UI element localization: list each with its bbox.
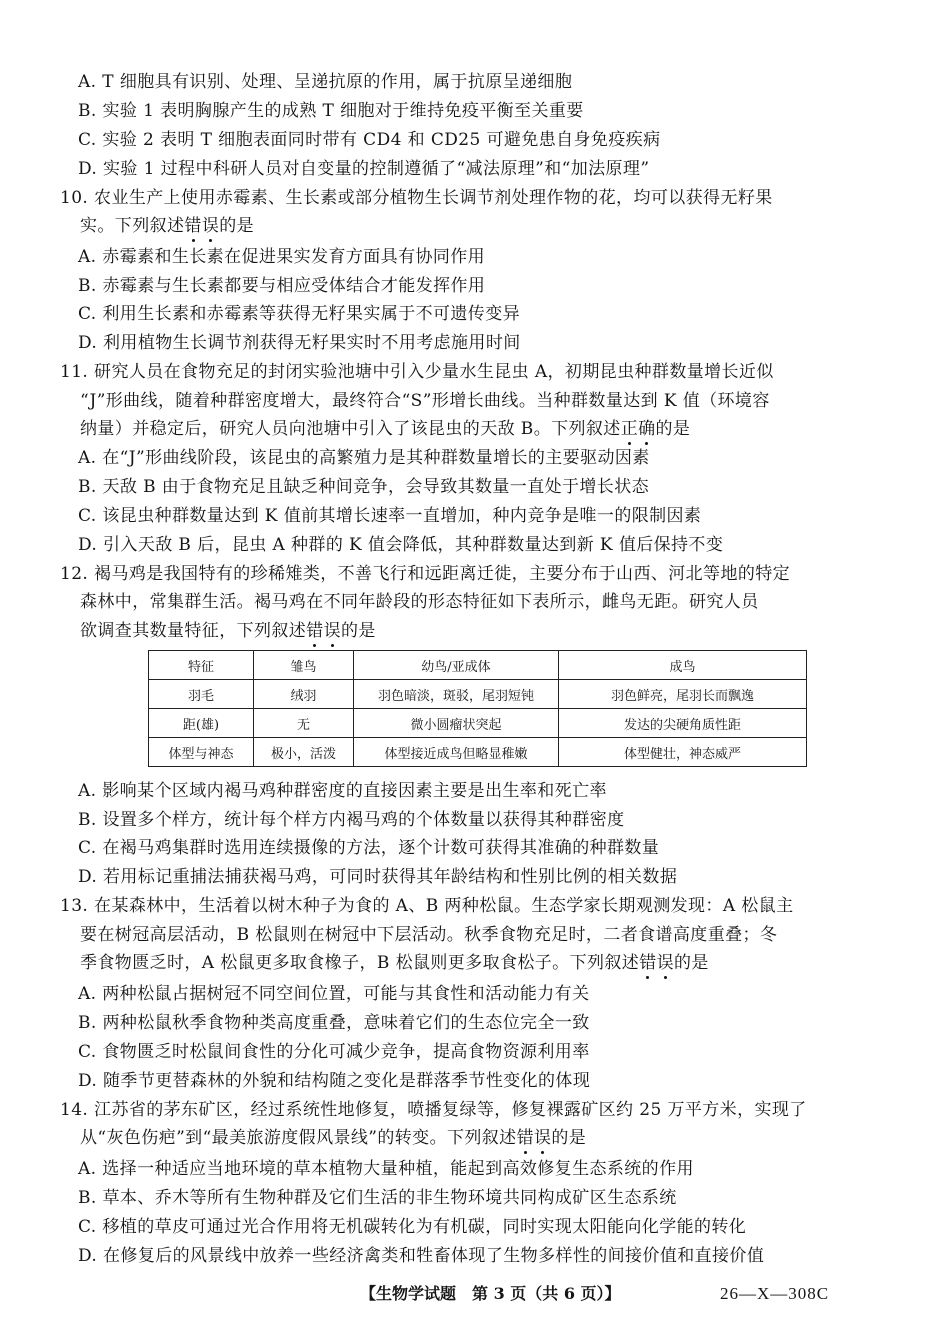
q14-option-d: D. 在修复后的风景线中放养一些经济禽类和牲畜体现了生物多样性的间接价值和直接价值 [78, 1246, 765, 1266]
table-cell: 体型接近成鸟但略显稚嫩 [354, 738, 559, 767]
q14-option-c: C. 移植的草皮可通过光合作用将无机碳转化为有机碳，同时实现太阳能向化学能的转化 [78, 1217, 747, 1237]
q14-stem-line-2 [80, 1126, 586, 1150]
q11-option-b: B. 天敌 B 由于食物充足且缺乏种间竞争，会导致其数量一直处于增长状态 [78, 477, 649, 497]
q13-stem-line-2: 要在树冠高层活动，B 松鼠则在树冠中下层活动。秋季食物充足时，二者食谱高度重叠；冬 [80, 925, 778, 945]
table-cell: 无 [254, 709, 354, 738]
emphasis-char: 错 [306, 621, 324, 641]
table-row [149, 738, 807, 767]
table-cell: 绒羽 [254, 680, 354, 709]
q13-stem-text-end: 的是 [674, 953, 709, 973]
emphasis-char: 错 [184, 216, 202, 236]
emphasis-char: 误 [201, 216, 220, 236]
table-header-cell: 特征 [149, 651, 254, 680]
table-cell: 微小圆瘤状突起 [354, 709, 559, 738]
table-cell: 体型与神态 [149, 738, 254, 767]
table-header-row [149, 651, 807, 680]
q12-stem-line-1: 12. 褐马鸡是我国特有的珍稀雉类，不善飞行和远距离迁徙，主要分布于山西、河北等地的特定 [60, 564, 791, 584]
table-row [149, 709, 807, 738]
table-header-cell: 幼鸟/亚成体 [354, 651, 559, 680]
table-cell: 体型健壮，神态威严 [559, 738, 807, 767]
emphasis-char: 确 [638, 419, 656, 439]
q9-option-a: A. T 细胞具有识别、处理、呈递抗原的作用，属于抗原呈递细胞 [78, 72, 573, 92]
page-footer-title: 【生物学试题 第 3 页（共 6 页）】 [360, 1284, 621, 1303]
q12-stem-text: 欲调查其数量特征，下列叙述 [80, 621, 307, 641]
table-cell: 羽毛 [149, 680, 254, 709]
q10-option-c: C. 利用生长素和赤霉素等获得无籽果实属于不可遗传变异 [78, 304, 521, 324]
table-header-cell: 雏鸟 [254, 651, 354, 680]
q11-stem-line-1: 11. 研究人员在食物充足的封闭实验池塘中引入少量水生昆虫 A，初期昆虫种群数量增长近似 [60, 362, 774, 382]
table-cell: 发达的尖硬角质性距 [559, 709, 807, 738]
q11-stem-text-end: 的是 [655, 419, 691, 439]
q10-option-b: B. 赤霉素与生长素都要与相应受体结合才能发挥作用 [78, 276, 486, 296]
emphasis-char: 误 [656, 953, 674, 973]
q9-option-c: C. 实验 2 表明 T 细胞表面同时带有 CD4 和 CD25 可避免患自身免疫疾病 [78, 130, 661, 150]
q12-option-c: C. 在褐马鸡集群时选用连续摄像的方法，逐个计数可获得其准确的种群数量 [78, 838, 660, 858]
emphasis-char: 错 [516, 1128, 534, 1148]
q10-stem-text-end: 的是 [219, 216, 255, 236]
q13-option-b: B. 两种松鼠秋季食物种类高度重叠，意味着它们的生态位完全一致 [78, 1013, 590, 1033]
emphasis-char: 误 [323, 621, 342, 641]
table-cell: 羽色暗淡，斑驳，尾羽短钝 [354, 680, 559, 709]
q11-stem-line-2: “J”形曲线，随着种群密度增大，最终符合“S”形增长曲线。当种群数量达到 K 值（环境容 [80, 391, 770, 411]
q11-option-d: D. 引入天敌 B 后，昆虫 A 种群的 K 值会降低，其种群数量达到新 K 值后保持不变 [78, 535, 724, 555]
q13-option-d: D. 随季节更替森林的外貌和结构随之变化是群落季节性变化的体现 [78, 1071, 591, 1091]
q13-option-c: C. 食物匮乏时松鼠间食性的分化可减少竞争，提高食物资源利用率 [78, 1042, 590, 1062]
exam-code: 26—X—308C [720, 1284, 830, 1303]
q13-stem-text: 季食物匮乏时，A 松鼠更多取食橡子，B 松鼠则更多取食松子。下列叙述 [80, 953, 640, 973]
q12-stem-line-2: 森林中，常集群生活。褐马鸡在不同年龄段的形态特征如下表所示，雌鸟无距。研究人员 [80, 592, 759, 612]
q12-option-a: A. 影响某个区域内褐马鸡种群密度的直接因素主要是出生率和死亡率 [78, 781, 607, 801]
emphasis-char: 错 [639, 953, 657, 973]
q13-option-a: A. 两种松鼠占据树冠不同空间位置，可能与其食性和活动能力有关 [78, 984, 590, 1004]
emphasis-char: 误 [533, 1128, 552, 1148]
q11-stem-text: 纳量）并稳定后，研究人员向池塘中引入了该昆虫的天敌 B。下列叙述 [80, 419, 621, 439]
q13-stem-line-1: 13. 在某森林中，生活着以树木种子为食的 A、B 两种松鼠。生态学家长期观测发现：A 松鼠主 [60, 896, 794, 916]
q14-option-b: B. 草本、乔木等所有生物种群及它们生活的非生物环境共同构成矿区生态系统 [78, 1188, 677, 1208]
q10-stem-line-2 [80, 214, 254, 238]
traits-table [148, 650, 807, 767]
table-cell: 羽色鲜亮，尾羽长而飘逸 [559, 680, 807, 709]
q11-stem-line-3 [80, 417, 690, 441]
q14-stem-line-1: 14. 江苏省的茅东矿区，经过系统性地修复，喷播复绿等，修复裸露矿区约 25 万平方米，实现了 [60, 1100, 807, 1120]
q11-option-a: A. 在“J”形曲线阶段，该昆虫的高繁殖力是其种群数量增长的主要驱动因素 [78, 448, 650, 468]
q13-stem-line-3 [80, 951, 709, 975]
q11-option-c: C. 该昆虫种群数量达到 K 值前其增长速率一直增加，种内竞争是唯一的限制因素 [78, 506, 702, 526]
table-row [149, 680, 807, 709]
q10-stem-text: 实。下列叙述 [80, 216, 185, 236]
table-cell: 极小，活泼 [254, 738, 354, 767]
q12-stem-line-3 [80, 619, 376, 643]
q10-option-a: A. 赤霉素和生长素在促进果实发育方面具有协同作用 [78, 247, 486, 267]
q9-option-b: B. 实验 1 表明胸腺产生的成熟 T 细胞对于维持免疫平衡至关重要 [78, 101, 584, 121]
table-cell: 距(雄) [149, 709, 254, 738]
q12-option-d: D. 若用标记重捕法捕获褐马鸡，可同时获得其年龄结构和性别比例的相关数据 [78, 867, 678, 887]
q9-option-d: D. 实验 1 过程中科研人员对自变量的控制遵循了“减法原理”和“加法原理” [78, 159, 650, 179]
emphasis-char: 正 [620, 419, 639, 439]
q12-option-b: B. 设置多个样方，统计每个样方内褐马鸡的个体数量以获得其种群密度 [78, 810, 625, 830]
q14-stem-text: 从“灰色伤疤”到“最美旅游度假风景线”的转变。下列叙述 [80, 1128, 517, 1148]
q14-option-a: A. 选择一种适应当地环境的草本植物大量种植，能起到高效修复生态系统的作用 [78, 1159, 694, 1179]
table-header-cell: 成鸟 [559, 651, 807, 680]
q12-stem-text-end: 的是 [341, 621, 376, 641]
q10-option-d: D. 利用植物生长调节剂获得无籽果实时不用考虑施用时间 [78, 333, 521, 353]
q10-stem-line-1: 10. 农业生产上使用赤霉素、生长素或部分植物生长调节剂处理作物的花，均可以获得无籽果 [60, 188, 773, 208]
q14-stem-text-end: 的是 [551, 1128, 587, 1148]
